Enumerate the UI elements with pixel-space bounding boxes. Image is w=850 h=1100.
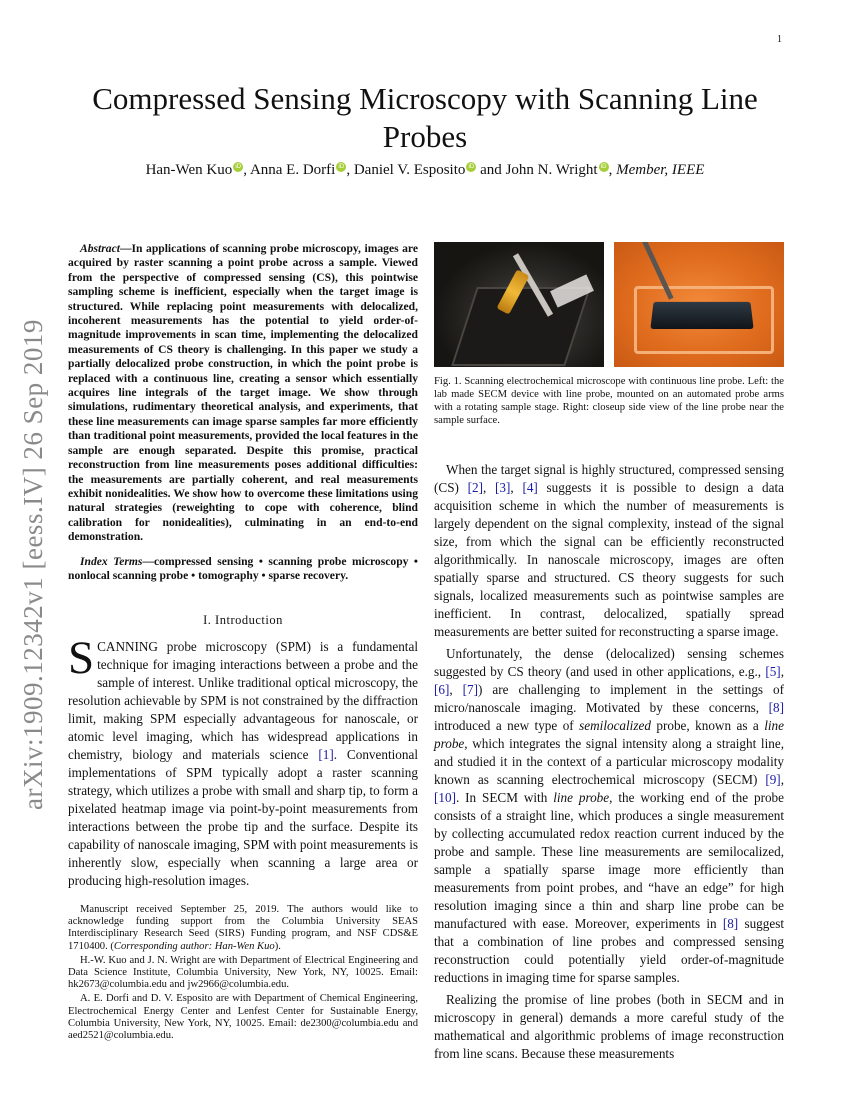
paragraph-text: , which integrates the signal intensity along a straight line, and studied it in the context of a particular microscopy modality known as scanning electrochemical microscopy (SECM)	[434, 736, 784, 787]
paragraph-text: probe, known as a	[650, 718, 765, 733]
author-name: John N. Wright	[505, 162, 598, 178]
section-heading-introduction: I. Introduction	[203, 613, 283, 628]
paragraph-text: ) are challenging to implement in the settings of micro/nanoscale imaging. Motivated by these concerns,	[434, 682, 785, 715]
index-terms	[68, 555, 418, 584]
paragraph-text: When the target signal is highly structured, compressed sensing (CS)	[434, 462, 784, 495]
author-name: Anna E. Dorfi	[249, 162, 336, 178]
abstract-text: In applications of scanning probe microscopy, images are acquired by raster scanning a point probe across a sample. Viewed from the perspective of compressed sensing (CS), this pointwise sampling scheme is inefficient, especially when the target image is structured. While replacing point measurements with delocalized, incoherent measurements has the potential to yield order-of-magnitude improvements in scan time, implementing the delocalized measurements of CS theory is challenging. In this paper we study a partially delocalized probe construction, in which the point probe is replaced with a continuous line, creating a sensor which essentially acquires line integrals of the target image. We show through simulations, rudimentary theoretical analysis, and experiments, that these line measurements can image sparse samples far more efficiently than traditional point measurements, provided the local features in the sample are enough separated. Despite this promise, practical reconstruction from line measurements poses additional difficulties: the measurements are partially coherent, and real measurements exhibit nonidealities. We show how to overcome these limitations using natural strategies (reweighting to cope with coherence, blind calibration for nonidealities), culminating in an end-to-end demonstration.	[68, 242, 418, 544]
citation-link[interactable]: [8]	[722, 916, 739, 931]
intro-paragraph	[68, 632, 418, 890]
index-terms-label: Index Terms	[80, 554, 143, 568]
abstract	[68, 242, 418, 545]
citation-link[interactable]: [3]	[495, 480, 511, 495]
page-number: 1	[777, 34, 782, 45]
corresponding-author: Corresponding author: Han-Wen Kuo	[113, 940, 275, 952]
author-separator: and	[476, 162, 506, 178]
orcid-icon[interactable]: iD	[466, 162, 476, 172]
body-paragraph: Realizing the promise of line probes (both in SECM and in microscopy in general) demands a more careful study of the mathematical and algorithmic problems of image reconstruction from line scans. Because these measurements	[434, 992, 784, 1061]
citation-link[interactable]: [5]	[765, 664, 781, 679]
orcid-icon[interactable]: iD	[336, 162, 346, 172]
orcid-icon[interactable]: iD	[599, 162, 609, 172]
index-terms-text: compressed sensing • scanning probe microscopy • nonlocal scanning probe • tomography • sparse recovery.	[68, 554, 418, 582]
left-column	[68, 242, 418, 890]
paragraph-text: introduced a new type of	[434, 718, 580, 733]
paragraph-text: Unfortunately, the dense (delocalized) sensing schemes suggested by CS theory (and used in other applications, e.g.,	[434, 646, 784, 679]
footnotes	[68, 904, 418, 1044]
footnote-text: Manuscript received September 25, 2019. The authors would like to acknowledge funding support from the Columbia University SEAS Interdisciplinary Research Seed (SIRS) Funding program, and NSF CDS&E 1710400. (	[68, 904, 418, 952]
author-separator: ,	[608, 162, 617, 178]
citation-link[interactable]: [8]	[768, 700, 784, 715]
citation-link[interactable]: [10]	[434, 790, 456, 805]
intro-text: CANNING probe microscopy (SPM) is a fundamental technique for imaging interactions between a probe and the sample of interest. Unlike traditional optical microscopy, the resolution achievable by SPM is not constrained by the diffraction limit, making SPM especially advantageous for nanoscale, or atomic level imaging, which has widespread applications in chemistry, biology and materials science	[68, 639, 418, 763]
author-name: Daniel V. Esposito	[353, 162, 466, 178]
orcid-icon[interactable]: iD	[233, 162, 243, 172]
paragraph-text: ,	[483, 480, 496, 495]
index-terms-dash: —	[142, 554, 154, 568]
arxiv-identifier: arXiv:1909.12342v1 [eess.IV] 26 Sep 2019	[18, 319, 48, 810]
right-body	[434, 461, 784, 1063]
figure-caption: Fig. 1. Scanning electrochemical microscope with continuous line probe. Left: the lab made SECM device with line probe, mounted on an automated probe arms with a rotating sample stage. Right: closeup side view of the line probe near the sample surface.	[434, 376, 784, 426]
secm-device-photo	[434, 242, 604, 367]
ieee-membership: Member, IEEE	[616, 162, 705, 178]
abstract-label: Abstract	[80, 242, 120, 255]
paragraph-text: ,	[780, 772, 784, 787]
emphasis-text: semilocalized	[579, 718, 651, 733]
paragraph-text: suggests it is possible to design a data acquisition scheme in which the number of measurements is largely dependent on the signal complexity, instead of the signal size, from which the signal can be efficiently reconstructed algorithmically. In nanoscale microscopy, images are often spatially sparse and structured. CS theory suggests for such signals, localized measurements such as pointwise samples are inefficient. In contrast, delocalized, spatially spread measurements are better suited for reconstructing a sparse image.	[434, 480, 785, 639]
footnote-affiliation-che: A. E. Dorfi and D. V. Esposito are with Department of Chemical Engineering, Electrochemical Energy Center and Lenfest Center for Sustainable Energy, Columbia University, New York, NY, 10025. Email: de2300@columbia.edu and aed2521@columbia.edu.	[68, 993, 418, 1042]
probe-closeup-photo	[614, 242, 784, 367]
citation-link[interactable]: [6]	[434, 682, 450, 697]
paragraph-text: , the working end of the probe consists of a straight line, which produces a single measurement by collecting accumulated redox reaction current induced by the probe and sample. These line measurements are semilocalized, sample a spatially sparse image more efficiently than measurements from point probes, and “have an edge” for high resolution imaging since a thin and sharp line probe can be manufactured with ease. Moreover, experiments in	[434, 790, 785, 931]
footnote-affiliation-ee: H.-W. Kuo and J. N. Wright are with Department of Electrical Engineering and Data Science Institute, Columbia University, New York, NY, 10025. Email: hk2673@columbia.edu and jw2966@columbia.edu.	[68, 954, 418, 991]
paragraph-text: . In SECM with	[455, 790, 554, 805]
right-column	[434, 242, 784, 1063]
paragraph-text: ,	[449, 682, 463, 697]
sample-surface-shape	[650, 302, 753, 329]
paper-title: Compressed Sensing Microscopy with Scanning Line Probes	[92, 81, 758, 154]
paragraph-text: ,	[780, 664, 784, 679]
author-separator: ,	[243, 162, 250, 178]
footnote-manuscript	[68, 904, 418, 953]
author-name: Han-Wen Kuo	[145, 162, 233, 178]
emphasis-text: line probe	[553, 790, 610, 805]
body-paragraph	[434, 645, 784, 987]
author-list	[70, 162, 780, 179]
author-separator: ,	[346, 162, 354, 178]
footnote-text: ).	[274, 940, 281, 952]
abstract-dash: —	[119, 242, 132, 255]
citation-link[interactable]: [7]	[462, 682, 479, 697]
citation-link[interactable]: [9]	[765, 772, 781, 787]
paragraph-text: suggest that a combination of line probes and compressed sensing reconstruction could potentially yield order-of-magnitude reductions in imaging time for sparse samples.	[434, 916, 784, 985]
intro-text: . Conventional implementations of SPM typically adopt a raster scanning strategy, which utilizes a probe with small and sharp tip, to form a pixelated heatmap image via point-by-point measurements from interactions between the probe tip and the surface. Despite its capability of nanoscale imaging, SPM with point measurements is inherently slow, especially when scanning a large area or producing high-resolution images.	[68, 747, 418, 889]
emphasis-text: line probe	[434, 718, 784, 751]
drop-cap: S	[68, 632, 95, 685]
citation-link[interactable]: [1]	[318, 747, 334, 763]
paragraph-text: ,	[510, 480, 523, 495]
figure-1	[434, 242, 784, 367]
body-paragraph	[434, 461, 784, 641]
citation-link[interactable]: [2]	[467, 480, 484, 495]
citation-link[interactable]: [4]	[522, 480, 538, 495]
